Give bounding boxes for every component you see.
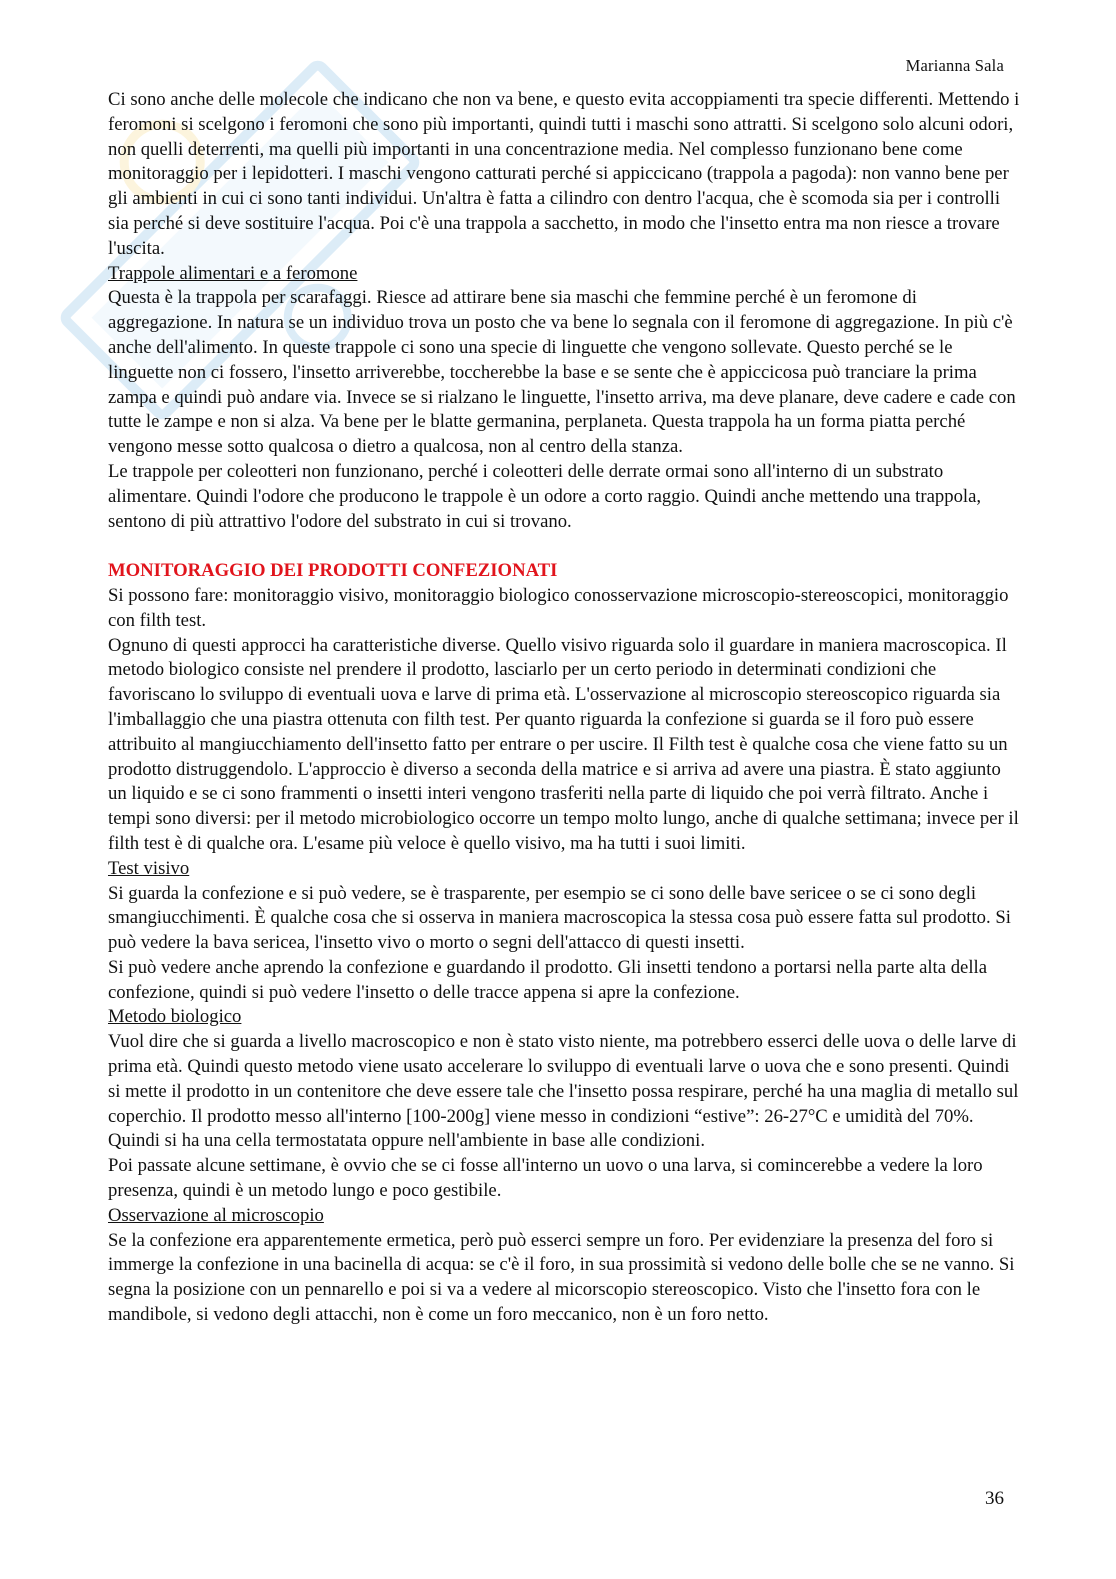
paragraph: Si possono fare: monitoraggio visivo, monitoraggio biologico conosservazione microscopio-stereoscopici, monitoraggio con filth test. — [108, 584, 1009, 631]
section-title: MONITORAGGIO DEI PRODOTTI CONFEZIONATI — [108, 560, 558, 582]
subheading-test-visivo: Test visivo — [108, 857, 190, 879]
subheading-metodo-biologico: Metodo biologico — [108, 1006, 242, 1028]
paragraph: Si può vedere anche aprendo la confezione e guardando il prodotto. Gli insetti tendono a portarsi nella parte alta della confezione, quindi si può vedere l'insetto o delle tracce appena si apre la confezione. — [108, 956, 988, 1003]
paragraph: Vuol dire che si guarda a livello macroscopico e non è stato visto niente, ma potrebbero esserci delle uova o delle larve di prima età. Quindi questo metodo viene usato accelerare lo sviluppo di eventuali larve o uova che e sono presenti. Quindi si mette il prodotto in un contenitore che deve essere tale che l'insetto possa respirare, perché ha una maglia di metallo sul coperchio. Il prodotto messo all'interno [100-200g] viene messo in condizioni “estive”: 26-27°C e umidità del 70%. Quindi si ha una cella termostatata oppure nell'ambiente in base alle condizioni. — [108, 1031, 1019, 1152]
paragraph: Si guarda la confezione e si può vedere, se è trasparente, per esempio se ci sono delle bave sericee o se ci sono degli smangiucchimenti. È qualche cosa che si osserva in maniera macroscopica la stessa cosa può essere fatta sul prodotto. Si può vedere la bava sericea, l'insetto vivo o morto o segni dell'attacco di questi insetti. — [108, 882, 1011, 954]
paragraph: Se la confezione era apparentemente ermetica, però può esserci sempre un foro. Per evidenziare la presenza del foro si immerge la confezione in una bacinella di acqua: se c'è il foro, in sua prossimità si vedono delle bolle che se ne vanno. Si segna la posizione con un pennarello e poi si va a vedere al micorscopio stereoscopico. Visto che l'insetto fora con le mandibole, si vedono degli attacchi, non è come un foro meccanico, non è un foro netto. — [108, 1229, 1015, 1326]
header-author: Marianna Sala — [905, 56, 1004, 75]
subheading-trappole: Trappole alimentari e a feromone — [108, 262, 358, 284]
subheading-osservazione: Osservazione al microscopio — [108, 1204, 324, 1226]
paragraph: Le trappole per coleotteri non funzionano, perché i coleotteri delle derrate ormai sono all'interno di un substrato alimentare. Quindi l'odore che producono le trappole è un odore a corto raggio. Quindi anche mettendo una trappola, sentono di più attrattivo l'odore del substrato in cui si trovano. — [108, 460, 982, 532]
paragraph: Poi passate alcune settimane, è ovvio che se ci fosse all'interno un uovo o una larva, si comincerebbe a vedere la loro presenza, quindi è un metodo lungo e poco gestibile. — [108, 1155, 983, 1202]
paragraph: Ognuno di questi approcci ha caratteristiche diverse. Quello visivo riguarda solo il guardare in maniera macroscopica. Il metodo biologico consiste nel prendere il prodotto, lasciarlo per un certo periodo in determinati condizioni che favoriscano lo sviluppo di eventuali uova e larve di prima età. L'osservazione al microscopio stereoscopico riguarda sia l'imballaggio che una piastra ottenuta con filth test. Per quanto riguarda la confezione si guarda se il foro può essere attribuito al mangiucchiamento dell'insetto fatto per entrare o per uscire. Il Filth test è qualche cosa che viene fatto su un prodotto distruggendolo. L'approccio è diverso a seconda della matrice e si arriva ad avere una piastra. È stato aggiunto un liquido e se ci sono frammenti o insetti interi vengono trasferiti nella parte di liquido che poi verrà filtrato. Anche i tempi sono diversi: per il metodo microbiologico occorre un tempo molto lungo, anche di qualche settimana; invece per il filth test è di qualche ora. L'esame più veloce è quello visivo, ma ha tutti i suoi limiti. — [108, 634, 1019, 854]
paragraph: Questa è la trappola per scarafaggi. Riesce ad attirare bene sia maschi che femmine perché è un feromone di aggregazione. In natura se un individuo trova un posto che va bene lo segnala con il feromone di aggregazione. In più c'è anche dell'alimento. In queste trappole ci sono una specie di linguette che vengono sollevate. Questo perché se le linguette non ci fossero, l'insetto arriverebbe, toccherebbe la base e se sente che è appiccicosa può tranciare la prima zampa e quindi può andare via. Invece se si rialzano le linguette, l'insetto arriva, ma deve planare, deve cadere e cade con tutte le zampe e non si alza. Va bene per le blatte germanina, perplaneta. Questa trappola ha un forma piatta perché vengono messe sotto qualcosa o dietro a qualcosa, non al centro della stanza. — [108, 287, 1016, 458]
paragraph: Ci sono anche delle molecole che indicano che non va bene, e questo evita accoppiamenti tra specie differenti. Mettendo i feromoni si scelgono i feromoni che sono più importanti, quindi tutti i maschi sono attratti. Si scelgono solo alcuni odori, non quelli deterrenti, ma quelli più importanti in una concentrazione media. Nel complesso funzionano bene come monitoraggio per i lepidotteri. I maschi vengono catturati perché si appiccicano (trappola a pagoda): non vanno bene per gli ambienti in cui ci sono tanti individui. Un'altra è fatta a cilindro con dentro l'acqua, che è scomoda sia per i controlli sia perché si deve sostituire l'acqua. Poi c'è una trappola a sacchetto, in modo che l'insetto entra ma non riesce a trovare l'uscita. — [108, 89, 1020, 259]
page-number: 36 — [985, 1488, 1004, 1509]
page-content — [108, 88, 1020, 1328]
